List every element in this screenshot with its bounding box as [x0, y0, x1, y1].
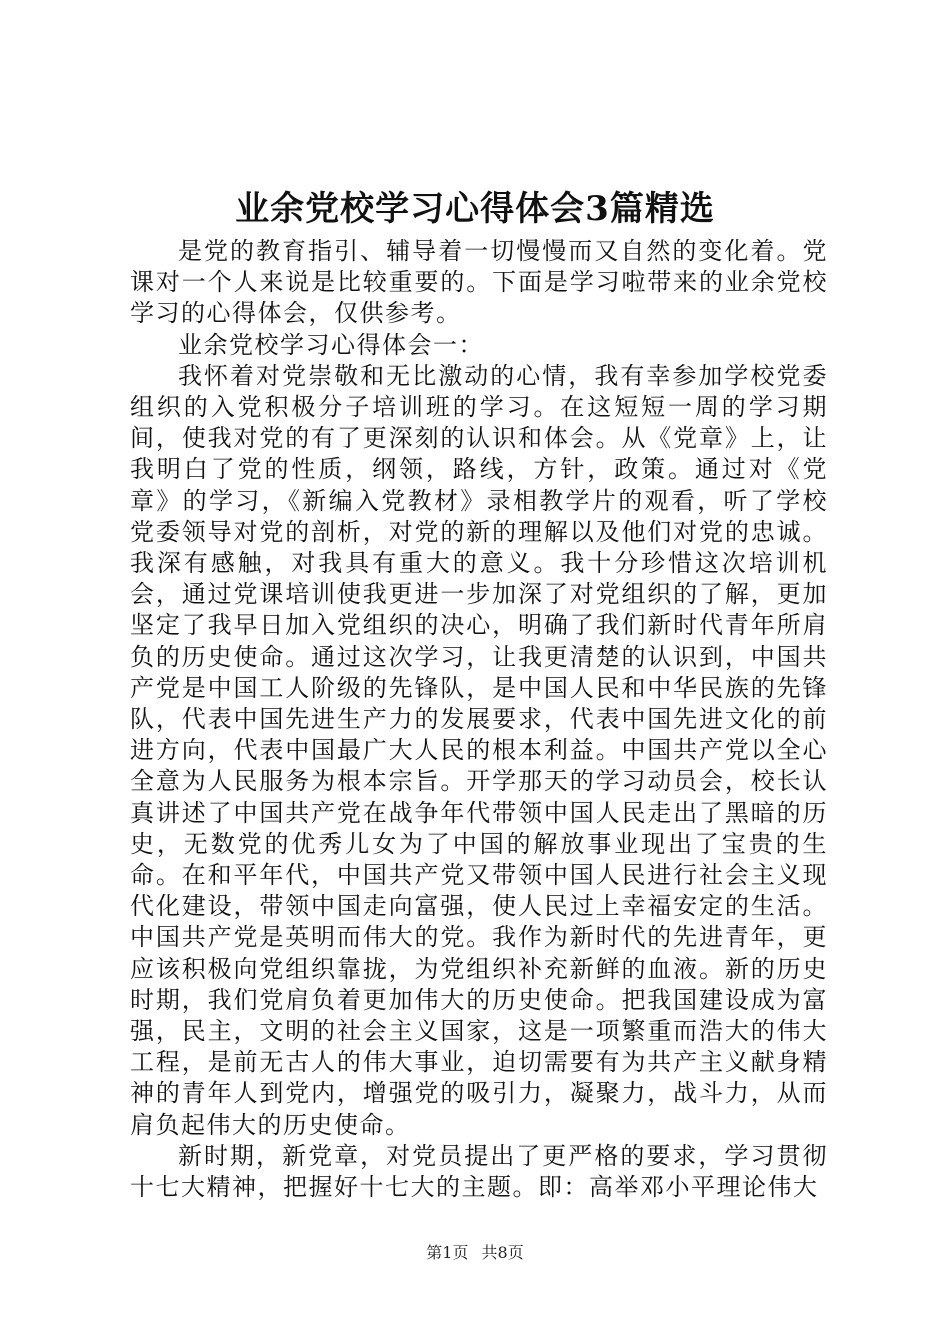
body-paragraph: 新时期，新党章，对党员提出了更严格的要求，学习贯彻十七大精神，把握好十七大的主题。即：高举邓小平理论伟大	[130, 1141, 828, 1202]
body-paragraph: 我怀着对党崇敬和无比激动的心情，我有幸参加学校党委组织的入党积极分子培训班的学习。在这短短一周的学习期间，使我对党的有了更深刻的认识和体会。从《党章》上，让我明白了党的性质，纲领，路线，方针，政策。通过对《党章》的学习，《新编入党教材》录相教学片的观看，听了学校党委领导对党的剖析，对党的新的理解以及他们对党的忠诚。我深有感触，对我具有重大的意义。我十分珍惜这次培训机会，通过党课培训使我更进一步加深了对党组织的了解，更加坚定了我早日加入党组织的决心，明确了我们新时代青年所肩负的历史使命。通过这次学习，让我更清楚的认识到，中国共产党是中国工人阶级的先锋队，是中国人民和中华民族的先锋队，代表中国先进生产力的发展要求，代表中国先进文化的前进方向，代表中国最广大人民的根本利益。中国共产党以全心全意为人民服务为根本宗旨。开学那天的学习动员会，校长认真讲述了中国共产党在战争年代带领中国人民走出了黑暗的历史，无数党的优秀儿女为了中国的解放事业现出了宝贵的生命。在和平年代，中国共产党又带领中国人民进行社会主义现代化建设，带领中国走向富强，使人民过上幸福安定的生活。中国共产党是英明而伟大的党。我作为新时代的先进青年，更应该积极向党组织靠拢，为党组织补充新鲜的血液。新的历史时期，我们党肩负着更加伟大的历史使命。把我国建设成为富强，民主，文明的社会主义国家，这是一项繁重而浩大的伟大工程，是前无古人的伟大事业，迫切需要有为共产主义献身精神的青年人到党内，增强党的吸引力，凝聚力，战斗力，从而肩负起伟大的历史使命。	[130, 361, 828, 1139]
page-footer	[0, 1243, 950, 1263]
document-body	[130, 236, 828, 1203]
intro-paragraph: 是党的教育指引、辅导着一切慢慢而又自然的变化着。党课对一个人来说是比较重要的。下面是学习啦带来的业余党校学习的心得体会，仅供参考。	[130, 237, 828, 328]
page-number: 第1页	[426, 1243, 469, 1262]
document-title: 业余党校学习心得体会3篇精选	[235, 189, 715, 229]
page-total: 共8页	[481, 1243, 524, 1262]
section-heading: 业余党校学习心得体会一：	[178, 330, 484, 359]
